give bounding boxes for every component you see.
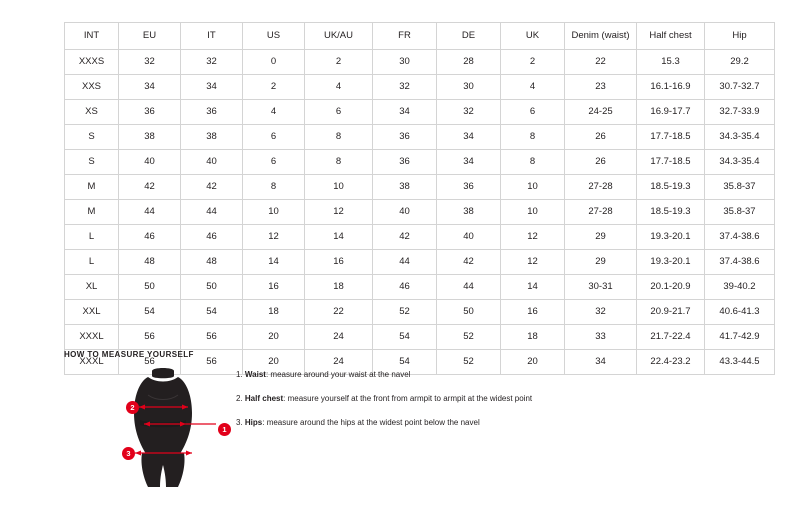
cell: 6 [243, 125, 305, 150]
cell: 42 [437, 250, 501, 275]
cell: 29 [565, 225, 637, 250]
mannequin-illustration [100, 365, 230, 493]
table-header-row [65, 23, 775, 50]
column-header: IT [181, 23, 243, 50]
column-header: US [243, 23, 305, 50]
note-term: Hips [244, 418, 263, 427]
cell: L [65, 250, 119, 275]
cell: XL [65, 275, 119, 300]
cell: 14 [501, 275, 565, 300]
cell: 0 [243, 50, 305, 75]
cell: 38 [437, 200, 501, 225]
cell: 41.7-42.9 [705, 325, 775, 350]
cell: 36 [373, 125, 437, 150]
cell: 32 [373, 75, 437, 100]
cell: 36 [181, 100, 243, 125]
table-row [65, 250, 775, 275]
table-row [65, 150, 775, 175]
cell: XS [65, 100, 119, 125]
cell: 39-40.2 [705, 275, 775, 300]
cell: 37.4-38.6 [705, 225, 775, 250]
cell: 15.3 [637, 50, 705, 75]
cell: 10 [501, 200, 565, 225]
measure-badge-hips: 3 [122, 447, 135, 460]
cell: 46 [373, 275, 437, 300]
cell: 8 [243, 175, 305, 200]
cell: 34 [373, 100, 437, 125]
cell: 33 [565, 325, 637, 350]
table-body [65, 50, 775, 375]
cell: 26 [565, 125, 637, 150]
cell: 27-28 [565, 200, 637, 225]
cell: 12 [501, 250, 565, 275]
cell: 14 [305, 225, 373, 250]
cell: 35.8-37 [705, 200, 775, 225]
cell: 16.9-17.7 [637, 100, 705, 125]
cell: 36 [373, 150, 437, 175]
measure-note-half-chest [236, 393, 726, 404]
cell: 21.7-22.4 [637, 325, 705, 350]
cell: 6 [243, 150, 305, 175]
cell: 36 [119, 100, 181, 125]
cell: 34 [565, 350, 637, 375]
column-header: Half chest [637, 23, 705, 50]
cell: 44 [437, 275, 501, 300]
cell: 23 [565, 75, 637, 100]
measure-badge-waist: 1 [218, 423, 231, 436]
measure-note-hips [236, 417, 726, 428]
cell: 24 [305, 350, 373, 375]
cell: 46 [119, 225, 181, 250]
table-row [65, 100, 775, 125]
cell: 37.4-38.6 [705, 250, 775, 275]
cell: 52 [437, 350, 501, 375]
cell: 4 [305, 75, 373, 100]
cell: 54 [373, 325, 437, 350]
cell: 16 [501, 300, 565, 325]
cell: 10 [243, 200, 305, 225]
note-text: : measure yourself at the front from armpit to armpit at the widest point [283, 394, 533, 403]
cell: 30 [373, 50, 437, 75]
cell: XXXL [65, 350, 119, 375]
cell: 8 [501, 150, 565, 175]
cell: 20 [243, 350, 305, 375]
cell: 30-31 [565, 275, 637, 300]
cell: 4 [243, 100, 305, 125]
table-row [65, 75, 775, 100]
cell: 46 [181, 225, 243, 250]
cell: 34.3-35.4 [705, 150, 775, 175]
cell: 29.2 [705, 50, 775, 75]
note-term: Half chest [244, 394, 284, 403]
table-row [65, 50, 775, 75]
cell: 20 [243, 325, 305, 350]
table-row [65, 125, 775, 150]
cell: 44 [181, 200, 243, 225]
note-text: : measure around the hips at the widest point below the navel [262, 418, 480, 427]
cell: 34 [437, 150, 501, 175]
cell: 56 [119, 325, 181, 350]
cell: 42 [181, 175, 243, 200]
cell: 56 [181, 325, 243, 350]
cell: 40 [119, 150, 181, 175]
table-row [65, 300, 775, 325]
cell: 50 [181, 275, 243, 300]
cell: 35.8-37 [705, 175, 775, 200]
cell: 50 [119, 275, 181, 300]
cell: 32 [565, 300, 637, 325]
cell: 32.7-33.9 [705, 100, 775, 125]
cell: 36 [437, 175, 501, 200]
cell: 19.3-20.1 [637, 250, 705, 275]
cell: 22.4-23.2 [637, 350, 705, 375]
cell: 34 [119, 75, 181, 100]
cell: 38 [373, 175, 437, 200]
how-to-measure-title: HOW TO MEASURE YOURSELF [64, 350, 194, 359]
cell: XXXL [65, 325, 119, 350]
cell: 34 [437, 125, 501, 150]
cell: 18 [501, 325, 565, 350]
cell: 42 [119, 175, 181, 200]
cell: 24-25 [565, 100, 637, 125]
cell: 18 [243, 300, 305, 325]
cell: 48 [181, 250, 243, 275]
cell: 34.3-35.4 [705, 125, 775, 150]
measure-notes [236, 369, 726, 441]
cell: 40 [437, 225, 501, 250]
cell: XXS [65, 75, 119, 100]
cell: 20 [501, 350, 565, 375]
table-row [65, 275, 775, 300]
cell: 40 [373, 200, 437, 225]
note-term: Waist [244, 370, 266, 379]
column-header: Hip [705, 23, 775, 50]
cell: 56 [181, 350, 243, 375]
cell: L [65, 225, 119, 250]
cell: 29 [565, 250, 637, 275]
cell: 16 [243, 275, 305, 300]
cell: 12 [243, 225, 305, 250]
table-row [65, 325, 775, 350]
cell: 40.6-41.3 [705, 300, 775, 325]
cell: 34 [181, 75, 243, 100]
cell: 10 [305, 175, 373, 200]
cell: 6 [305, 100, 373, 125]
cell: 18 [305, 275, 373, 300]
cell: 30 [437, 75, 501, 100]
cell: XXL [65, 300, 119, 325]
cell: 38 [119, 125, 181, 150]
cell: 17.7-18.5 [637, 125, 705, 150]
table-row [65, 225, 775, 250]
column-header: EU [119, 23, 181, 50]
cell: 19.3-20.1 [637, 225, 705, 250]
cell: 17.7-18.5 [637, 150, 705, 175]
cell: 54 [181, 300, 243, 325]
cell: 54 [119, 300, 181, 325]
cell: 50 [437, 300, 501, 325]
how-to-measure-section [64, 365, 736, 495]
cell: 26 [565, 150, 637, 175]
cell: 18.5-19.3 [637, 175, 705, 200]
cell: 27-28 [565, 175, 637, 200]
cell: 28 [437, 50, 501, 75]
cell: 16 [305, 250, 373, 275]
mannequin-figure [100, 365, 230, 493]
cell: S [65, 125, 119, 150]
column-header: FR [373, 23, 437, 50]
cell: 22 [305, 300, 373, 325]
cell: 54 [373, 350, 437, 375]
cell: 2 [305, 50, 373, 75]
column-header: UK [501, 23, 565, 50]
cell: 12 [305, 200, 373, 225]
cell: 20.1-20.9 [637, 275, 705, 300]
cell: 24 [305, 325, 373, 350]
column-header: Denim (waist) [565, 23, 637, 50]
cell: 16.1-16.9 [637, 75, 705, 100]
cell: XXXS [65, 50, 119, 75]
cell: 48 [119, 250, 181, 275]
cell: 44 [373, 250, 437, 275]
cell: 8 [305, 125, 373, 150]
table-row [65, 200, 775, 225]
column-header: UK/AU [305, 23, 373, 50]
note-text: : measure around your waist at the navel [265, 370, 411, 379]
cell: 32 [437, 100, 501, 125]
column-header: DE [437, 23, 501, 50]
measure-badge-half-chest: 2 [126, 401, 139, 414]
cell: 8 [501, 125, 565, 150]
cell: 18.5-19.3 [637, 200, 705, 225]
cell: 52 [437, 325, 501, 350]
cell: 43.3-44.5 [705, 350, 775, 375]
cell: 12 [501, 225, 565, 250]
cell: M [65, 200, 119, 225]
cell: 14 [243, 250, 305, 275]
note-number: 2. [236, 394, 243, 403]
cell: 42 [373, 225, 437, 250]
cell: 32 [119, 50, 181, 75]
cell: 40 [181, 150, 243, 175]
cell: 20.9-21.7 [637, 300, 705, 325]
cell: 44 [119, 200, 181, 225]
cell: 4 [501, 75, 565, 100]
note-number: 1. [236, 370, 243, 379]
cell: 2 [501, 50, 565, 75]
table-header [65, 23, 775, 50]
cell: 8 [305, 150, 373, 175]
cell: 30.7-32.7 [705, 75, 775, 100]
cell: 52 [373, 300, 437, 325]
cell: 56 [119, 350, 181, 375]
cell: 6 [501, 100, 565, 125]
table-row [65, 175, 775, 200]
size-conversion-table [64, 22, 775, 375]
size-table-container [64, 22, 760, 375]
cell: 38 [181, 125, 243, 150]
cell: 22 [565, 50, 637, 75]
note-number: 3. [236, 418, 243, 427]
cell: 2 [243, 75, 305, 100]
cell: M [65, 175, 119, 200]
cell: 32 [181, 50, 243, 75]
measure-note-waist [236, 369, 726, 380]
cell: S [65, 150, 119, 175]
column-header: INT [65, 23, 119, 50]
cell: 10 [501, 175, 565, 200]
